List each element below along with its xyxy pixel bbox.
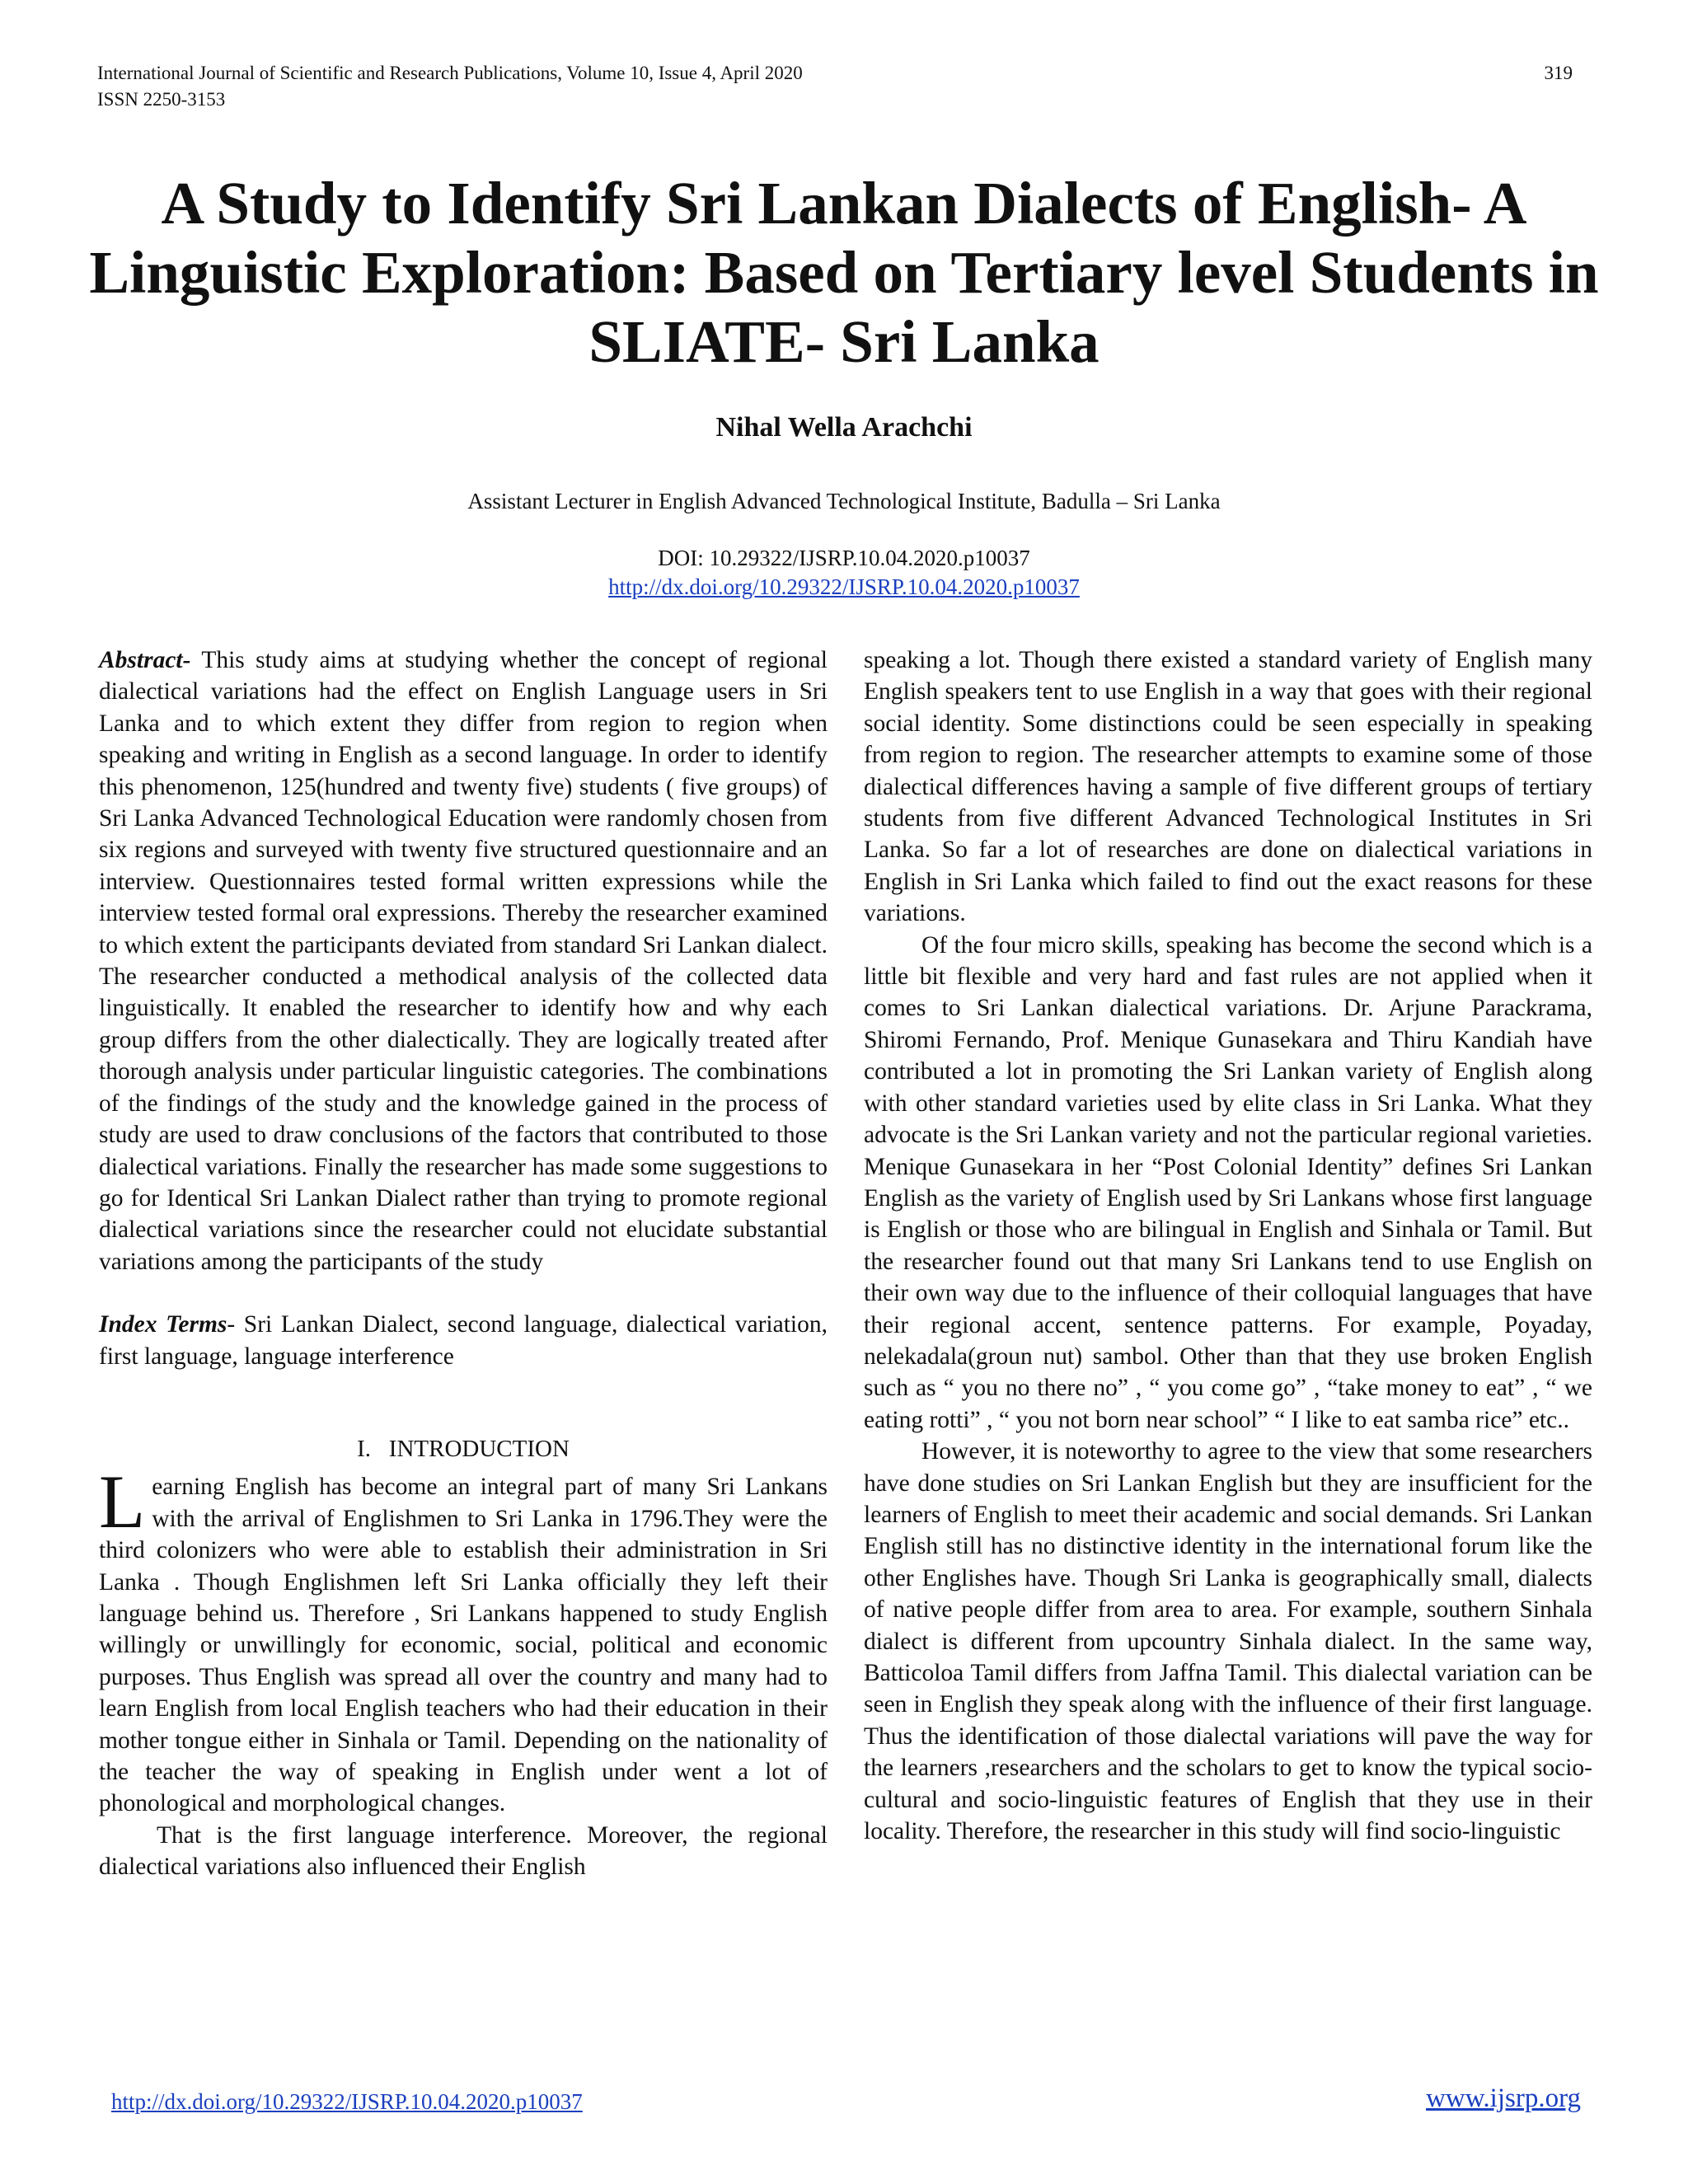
section-title-rest: NTRODUCTION	[396, 1435, 570, 1462]
section-heading	[99, 1433, 828, 1465]
footer-site-container	[1426, 2083, 1581, 2114]
journal-header: International Journal of Scientific and Research Publications, Volume 10, Issue 4, April 2020	[97, 63, 803, 83]
intro-paragraph-2: That is the first language interference. Moreover, the regional dialectical variations also influenced their English	[99, 1821, 828, 1881]
index-terms-label: Index Terms	[99, 1311, 227, 1338]
abstract-text: This study aims at studying whether the concept of regional dialectical variations had the effect on English Language users in Sri Lanka and to which extent they differ from region to region when speaking and writing in English as a second language. In order to identify this phenomenon, 125(hundred and twenty five) students ( five groups) of Sri Lanka Advanced Technological Education were randomly chosen from six regions and surveyed with twenty five structured questionnaire and an interview. Questionnaires tested formal written expressions while the interview tested formal oral expressions. Thereby the researcher examined to which extent the participants deviated from standard Sri Lankan dialect. The researcher conducted a methodical analysis of the collected data linguistically. It enabled the researcher to identify how and why each group differs from the other dialectically. They are logically treated after thorough analysis under particular linguistic categories. The combinations of the findings of the study and the knowledge gained in the process of study are used to draw conclusions of the factors that contributed to those dialectical variations. Finally the researcher has made some suggestions to go for Identical Sri Lankan Dialect rather than trying to promote regional dialectical variations since the researcher could not elucidate substantial variations among the participants of the study	[99, 647, 828, 1275]
doi-link-container	[0, 574, 1688, 600]
author-name: Nihal Wella Arachchi	[715, 412, 973, 443]
section-title-first-letter: I	[388, 1435, 397, 1462]
drop-cap: L	[99, 1460, 146, 1544]
doi-text: DOI: 10.29322/IJSRP.10.04.2020.p10037	[658, 546, 1030, 570]
doi-link[interactable]: http://dx.doi.org/10.29322/IJSRP.10.04.2020.p10037	[608, 574, 1080, 599]
left-column	[99, 644, 828, 1883]
intro-paragraph-1	[99, 1460, 828, 1819]
paper-title: A Study to Identify Sri Lankan Dialects of English- A Linguistic Exploration: Based on Tertiary level Students in SLIATE- Sri Lanka	[89, 170, 1599, 375]
index-terms-text: - Sri Lankan Dialect, second language, dialectical variation, first language, language interference	[99, 1311, 828, 1370]
intro-paragraph-1-text: earning English has become an integral part of many Sri Lankans with the arrival of Englishmen to Sri Lanka in 1796.They were the third colonizers who were able to establish their administration in Sri Lanka . Though Englishmen left Sri Lanka officially they left their language behind us. Therefore , Sri Lankans happened to study English willingly or unwillingly for economic, social, political and economic purposes. Thus English was spread all over the country and many had to learn English from local English teachers who had their education in their mother tongue either in Sinhala or Tamil. Depending on the nationality of the teacher the way of speaking in English under went a lot of phonological and morphological changes.	[99, 1474, 828, 1817]
footer-doi-link[interactable]: http://dx.doi.org/10.29322/IJSRP.10.04.2020.p10037	[111, 2089, 583, 2114]
footer-site-link[interactable]: www.ijsrp.org	[1426, 2083, 1581, 2113]
abstract	[99, 644, 828, 1277]
page-number: 319	[1544, 63, 1573, 83]
intro-paragraph-4: Of the four micro skills, speaking has become the second which is a little bit flexible and very hard and fast rules are not applied when it comes to Sri Lankan dialectical variations. Dr. Arjune Parackrama, Shiromi Fernando, Prof. Menique Gunasekara and Thiru Kandiah have contributed a lot in promoting the Sri Lankan variety of English along with other standard varieties used by elite class in Sri Lanka. What they advocate is the Sri Lankan variety and not the particular regional varieties. Menique Gunasekara in her “Post Colonial Identity” defines Sri Lankan English as the variety of English used by Sri Lankans whose first language is English or those who are bilingual in English and Sinhala or Tamil. But the researcher found out that many Sri Lankans tend to use English on their own way due to the influence of their colloquial languages that have their regional accent, sentence patterns. For example, Poyaday, nelekadala(groun nut) sambol. Other than that they use broken English such as “ you no there no” , “ you come go” , “take money to eat” , “ we eating rotti” , “ you not born near school” “ I like to eat samba rice” etc..	[864, 931, 1592, 1433]
section-number: I.	[357, 1435, 372, 1462]
intro-paragraph-3: speaking a lot. Though there existed a standard variety of English many English speakers tent to use English in a way that goes with their regional social identity. Some distinctions could be seen especially in speaking from region to region. The researcher attempts to examine some of those dialectical differences having a sample of five different groups of tertiary students from five different Advanced Technological Institutes in Sri Lanka. So far a lot of researches are done on dialectical variations in English in Sri Lanka which failed to find out the exact reasons for these variations.	[864, 647, 1592, 927]
abstract-label: Abstract-	[99, 647, 191, 673]
right-column	[864, 644, 1592, 1847]
intro-paragraph-5: However, it is noteworthy to agree to the view that some researchers have done studies on Sri Lankan English but they are insufficient for the learners of English to meet their academic and social demands. Sri Lankan English still has no distinctive identity in the international forum like the other Englishes have. Though Sri Lanka is geographically small, dialects of native people differ from area to area. For example, southern Sinhala dialect is different from upcountry Sinhala dialect. In the same way, Batticoloa Tamil differs from Jaffna Tamil. This dialectal variation can be seen in English they speak along with the influence of their first language. Thus the identification of those dialectal variations will pave the way for the learners ,researchers and the scholars to get to know the typical socio-cultural and socio-linguistic features of English that they use in their locality. Therefore, the researcher in this study will find socio-linguistic	[864, 1438, 1592, 1845]
footer-doi-container	[111, 2089, 583, 2115]
index-terms	[99, 1309, 828, 1372]
issn-header: ISSN 2250-3153	[97, 89, 226, 110]
author-affiliation: Assistant Lecturer in English Advanced Technological Institute, Badulla – Sri Lanka	[467, 489, 1221, 513]
